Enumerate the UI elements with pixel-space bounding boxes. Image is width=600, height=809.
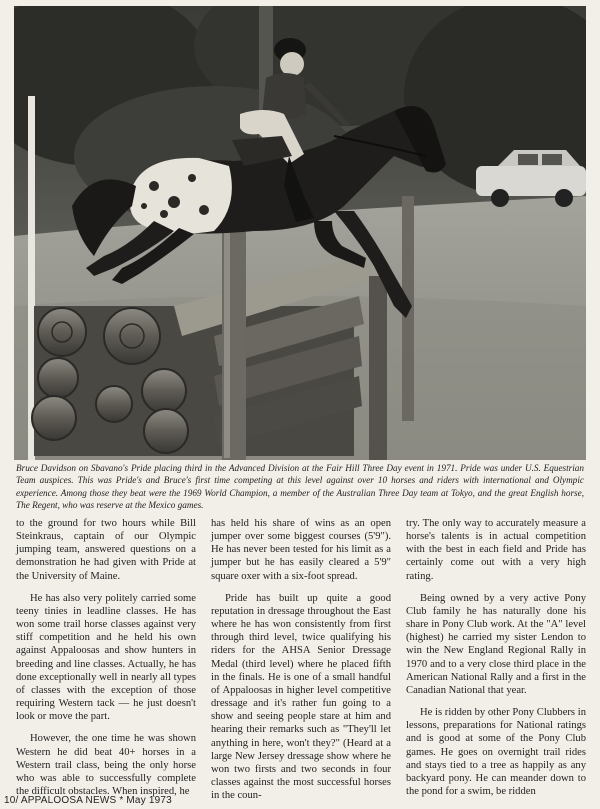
paragraph: to the ground for two hours while Bill Steinkraus, captain of our Olympic jumping team, answered questions on a demonstration he had given with Pride at the University of Maine. (16, 518, 196, 582)
paragraph: has held his share of wins as an open jumper over some biggest courses (5'9"). He has never been tested for his limit as a jumper but he has easily cleared a 5'9" square oxer with a six-foot spread. (211, 518, 391, 582)
paragraph: try. The only way to accurately measure a horse's talents is in actual competition with the best in each field and Pride has certainly come out with a very high rating. (406, 518, 586, 582)
article-column-3 (406, 517, 586, 797)
horse-and-rider-jumping-log-fence-icon (14, 6, 586, 460)
cover-photo (14, 6, 586, 460)
paragraph: He has also very politely carried some teeny tinies in leadline classes. He has won some trail horse classes against very stiff competition and he held his own against Appaloosas and show hunters in breeding and line classes. Actually, he has done exceptionally well in nearly all types of classes with the exception of those requiring Western tack — he just doesn't look or move the part. (16, 592, 196, 723)
paragraph: Being owned by a very active Pony Club family he has naturally done his share in Pony Club work. At the "A" level (highest) he carried my sister Lendon to win the New England Regional Rally in 1970 and to a very close third place in the American National Rally and a first in the Canadian National that year. (406, 592, 586, 696)
page-footer: 10/ APPALOOSA NEWS * May 1973 (4, 795, 172, 806)
paragraph: Pride has built up quite a good reputation in dressage throughout the East where he has won consistently from first through third level, twice qualifying his riders for the AHSA Senior Dressage Medal (third level) where he placed fifth in the finals. He is one of a small handful of Appaloosas in higher level competitive dressage and it's rather fun going to a show and seeing people stare at him and hearing their remarks such as "They'll let anything in here, won't they?" (Heard at a large New Jersey dressage show where he won two firsts and two seconds in four classes against the most successful horses in the coun- (211, 592, 391, 802)
paragraph: However, the one time he was shown Western he did beat 40+ horses in a Western trail class, being the only horse who was able to successfully complete the difficult obstacles. When inspired, he (16, 733, 196, 797)
article-column-1 (16, 517, 196, 797)
paragraph: He is ridden by other Pony Clubbers in lessons, preparations for National ratings and is good at some of the Pony Club games. He goes on overnight trail rides and stays tied to a tree as happily as any backyard pony. He can meander down to the pond for a swim, be ridden (406, 707, 586, 797)
photo-caption: Bruce Davidson on Sbavano's Pride placing third in the Advanced Division at the Fair Hill Three Day event in 1971. Pride was under U.S. Equestrian Team auspices. This was Pride's and Bruce's first time competing at this level against over 10 horses and riders with international and Olympic experience. Among those they beat were the 1969 World Champion, a member of the Australian Three Day team at Tokyo, and the great English horse, The Regent, who was reserve at the Mexico games. (16, 463, 584, 511)
article-column-2 (211, 517, 391, 802)
